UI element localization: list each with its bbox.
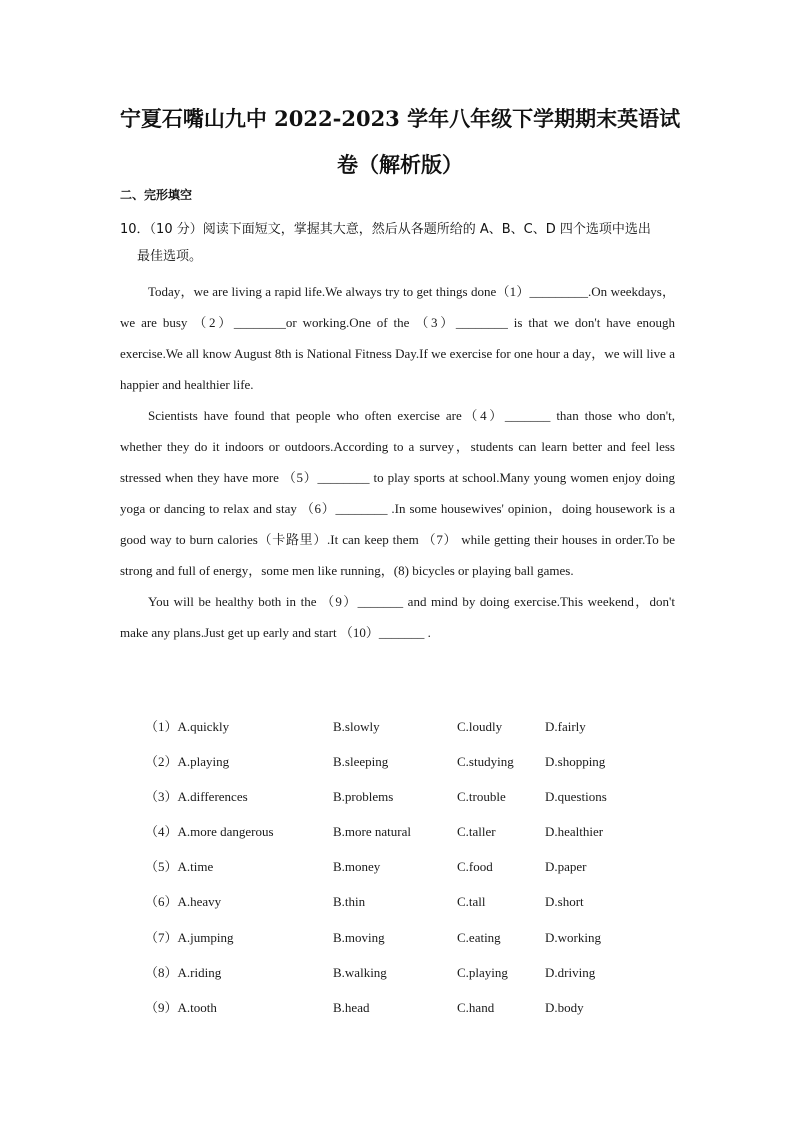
option-c: C.eating [457, 929, 501, 945]
option-a: （9）A.tooth [145, 999, 217, 1015]
option-d: D.driving [545, 964, 596, 980]
option-c: C.studying [457, 754, 514, 770]
option-d: D.working [545, 929, 601, 945]
option-a: （4）A.more dangerous [145, 824, 274, 840]
option-b: B.sleeping [333, 754, 389, 770]
option-c: C.food [457, 859, 493, 875]
option-c: C.trouble [457, 789, 506, 805]
option-a: （8）A.riding [145, 964, 222, 980]
option-d: D.fairly [545, 719, 586, 734]
option-a: （7）A.jumping [145, 929, 234, 945]
option-b: B.moving [333, 929, 385, 945]
option-a: （6）A.heavy [145, 894, 222, 910]
passage-paragraph: Today，we are living a rapid life.We always try to get things done（1）_________.On weekdays，we are busy （2）________or working.One of the （3）________ is that we don't have enough exercise.We all know August 8th is National Fitness Day.If we exercise for one hour a day，we will live a happier and healthier life. [120, 284, 675, 392]
option-c: C.taller [457, 824, 496, 840]
option-b: B.walking [333, 964, 387, 980]
option-b: B.money [333, 859, 381, 875]
option-b: B.slowly [333, 719, 380, 734]
option-row [145, 888, 665, 923]
option-d: D.questions [545, 789, 607, 805]
question-instructions-line2: 最佳选项。 [137, 249, 203, 264]
option-row [145, 818, 665, 853]
option-d: D.short [545, 894, 584, 910]
option-row [145, 783, 665, 818]
option-b: B.more natural [333, 824, 411, 840]
passage-paragraph: You will be healthy both in the （9）_______ and mind by doing exercise.This weekend，don't make any plans.Just get up early and start （10）_______ . [120, 594, 675, 640]
option-row [145, 994, 665, 1029]
option-b: B.head [333, 999, 370, 1015]
option-c: C.loudly [457, 719, 503, 734]
option-row [145, 748, 665, 783]
answer-options [145, 713, 665, 1029]
page-title: 宁夏石嘴山九中 2022-2023 学年八年级下学期期末英语试卷（解析版） [119, 106, 681, 177]
option-c: C.tall [457, 894, 486, 910]
passage-paragraph: Scientists have found that people who often exercise are（4）_______ than those who don't, whether they do it indoors or outdoors.According to a survey，students can learn better and feel less stressed when they have more （5）________ to play sports at school.Many young women enjoy doing yoga or dancing to relax and stay （6）________ .In some housewives' opinion，doing housework is a good way to burn calories（卡路里）.It can keep them （7） while getting their houses in order.To be strong and full of energy，some men like running，(8) bicycles or playing ball games. [120, 408, 675, 578]
option-a: （5）A.time [145, 859, 214, 875]
option-d: D.body [545, 999, 584, 1015]
option-row [145, 959, 665, 994]
option-c: C.hand [457, 999, 495, 1015]
option-row [145, 853, 665, 888]
option-row [145, 713, 665, 748]
question-instructions [120, 216, 680, 270]
option-a: （1）A.quickly [145, 719, 230, 734]
option-b: B.thin [333, 894, 366, 910]
option-a: （2）A.playing [145, 754, 230, 770]
option-c: C.playing [457, 964, 508, 980]
option-row [145, 924, 665, 959]
question-instructions-line1: 10．（10 分）阅读下面短文，掌握其大意，然后从各题所给的 A、B、C、D 四个选项中选出 [120, 222, 651, 237]
option-a: （3）A.differences [145, 789, 248, 805]
option-b: B.problems [333, 789, 394, 805]
option-d: D.healthier [545, 824, 604, 840]
option-d: D.paper [545, 859, 587, 875]
cloze-passage [120, 276, 675, 648]
section-heading: 二、完形填空 [120, 188, 193, 202]
option-d: D.shopping [545, 754, 606, 770]
